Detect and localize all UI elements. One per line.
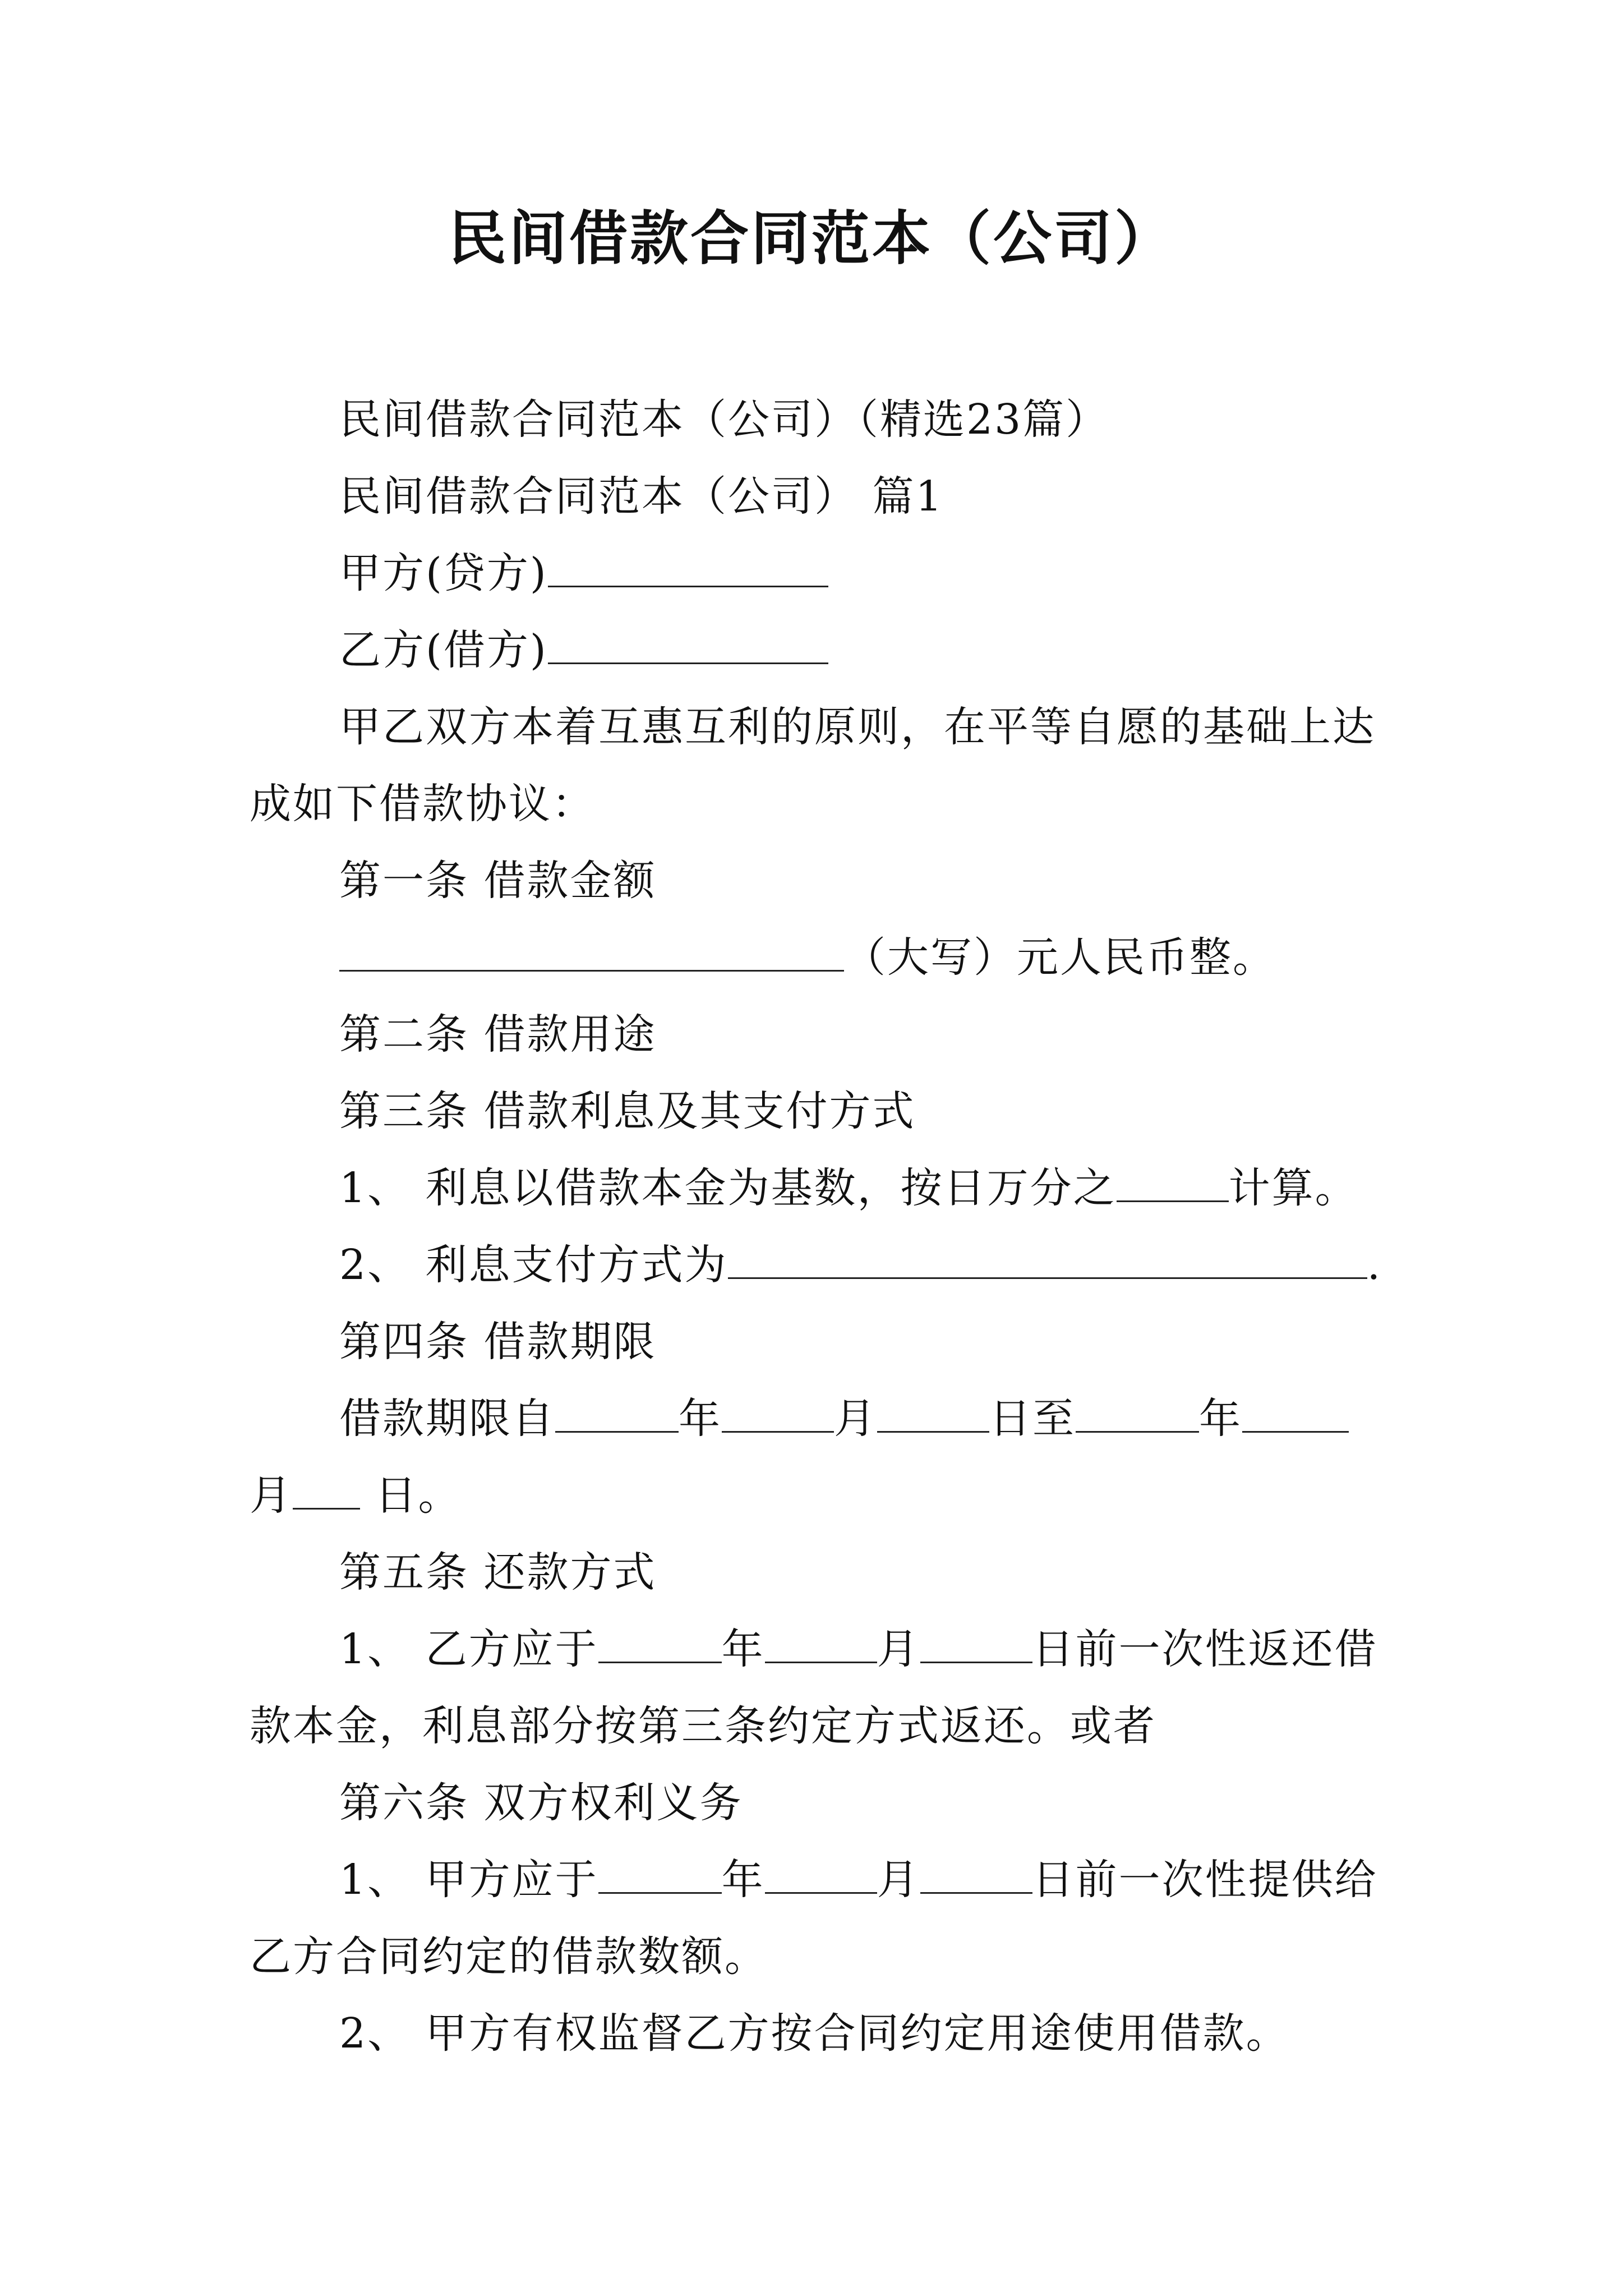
provide-year-blank bbox=[598, 1853, 722, 1894]
year-label: 年 bbox=[721, 1625, 765, 1673]
day-label: 日。 bbox=[375, 1471, 462, 1520]
provide-day-blank bbox=[920, 1853, 1032, 1894]
article-4-heading: 第四条 借款期限 bbox=[339, 1318, 657, 1366]
amount-text: （大写）元人民币整。 bbox=[844, 933, 1276, 982]
article-4-term bbox=[250, 1381, 1388, 1534]
start-year-blank bbox=[555, 1392, 679, 1433]
start-month-blank bbox=[722, 1392, 834, 1433]
start-day-blank bbox=[877, 1392, 989, 1433]
article-1-amount-line bbox=[250, 919, 1388, 996]
year-label: 年 bbox=[1199, 1395, 1242, 1443]
term-text: 借款期限自 bbox=[339, 1395, 555, 1443]
party-b-label: 乙方(借方) bbox=[339, 626, 548, 674]
article-6-item-2: 2、 甲方有权监督乙方按合同约定用途使用借款。 bbox=[339, 2009, 1289, 2058]
provide-month-blank bbox=[765, 1853, 877, 1894]
payment-method-text: 2、 利息支付方式为 bbox=[339, 1241, 728, 1289]
article-6-item-1 bbox=[250, 1842, 1388, 1995]
document-title: 民间借款合同范本（公司） bbox=[448, 204, 1175, 273]
repay-year-blank bbox=[598, 1622, 722, 1663]
end-month-blank bbox=[1242, 1392, 1349, 1433]
repay-month-blank bbox=[765, 1622, 877, 1663]
article-1-heading: 第一条 借款金额 bbox=[339, 857, 657, 905]
year-label: 年 bbox=[721, 1856, 765, 1904]
intro-paragraph: 甲乙双方本着互惠互利的原则，在平等自愿的基础上达成如下借款协议： bbox=[250, 703, 1376, 828]
party-a-label: 甲方(贷方) bbox=[339, 549, 548, 597]
amount-blank bbox=[339, 931, 844, 972]
party-a-blank bbox=[548, 546, 828, 587]
month-label: 月 bbox=[250, 1471, 293, 1520]
party-b-blank bbox=[548, 623, 828, 664]
article-5-item-1 bbox=[250, 1611, 1388, 1765]
party-b-line bbox=[250, 612, 1388, 689]
section-heading: 民间借款合同范本（公司） 篇1 bbox=[339, 472, 944, 521]
repay-text: 1、 乙方应于 bbox=[339, 1625, 598, 1673]
provide-suffix: 日前一次性提供给乙方合同约定的借款数额。 bbox=[250, 1856, 1378, 1981]
month-label: 月 bbox=[877, 1856, 920, 1904]
repay-day-blank bbox=[920, 1622, 1032, 1663]
article-3-heading: 第三条 借款利息及其支付方式 bbox=[339, 1087, 916, 1135]
repay-suffix: 日前一次性返还借款本金，利息部分按第三条约定方式返还。或者 bbox=[250, 1625, 1378, 1750]
payment-method-blank bbox=[728, 1238, 1367, 1279]
article-3-item-2 bbox=[250, 1227, 1388, 1304]
document-body bbox=[250, 381, 1388, 2072]
payment-method-period: . bbox=[1367, 1241, 1382, 1289]
interest-rate-text: 1、 利息以借款本金为基数，按日万分之 bbox=[339, 1164, 1117, 1212]
article-5-heading: 第五条 还款方式 bbox=[339, 1548, 657, 1596]
interest-rate-blank bbox=[1117, 1161, 1229, 1202]
end-day-blank bbox=[293, 1469, 360, 1510]
party-a-line bbox=[250, 535, 1388, 612]
end-year-blank bbox=[1076, 1392, 1199, 1433]
article-3-item-1 bbox=[250, 1150, 1388, 1227]
article-6-heading: 第六条 双方权利义务 bbox=[339, 1779, 743, 1827]
interest-rate-suffix: 计算。 bbox=[1228, 1164, 1358, 1212]
provide-text: 1、 甲方应于 bbox=[339, 1856, 598, 1904]
month-label: 月 bbox=[877, 1625, 920, 1673]
article-2-heading: 第二条 借款用途 bbox=[339, 1010, 657, 1059]
year-label: 年 bbox=[679, 1395, 722, 1443]
subtitle-line: 民间借款合同范本（公司）（精选23篇） bbox=[339, 395, 1109, 444]
month-label: 月 bbox=[834, 1395, 877, 1443]
day-to-label: 日至 bbox=[989, 1395, 1076, 1443]
